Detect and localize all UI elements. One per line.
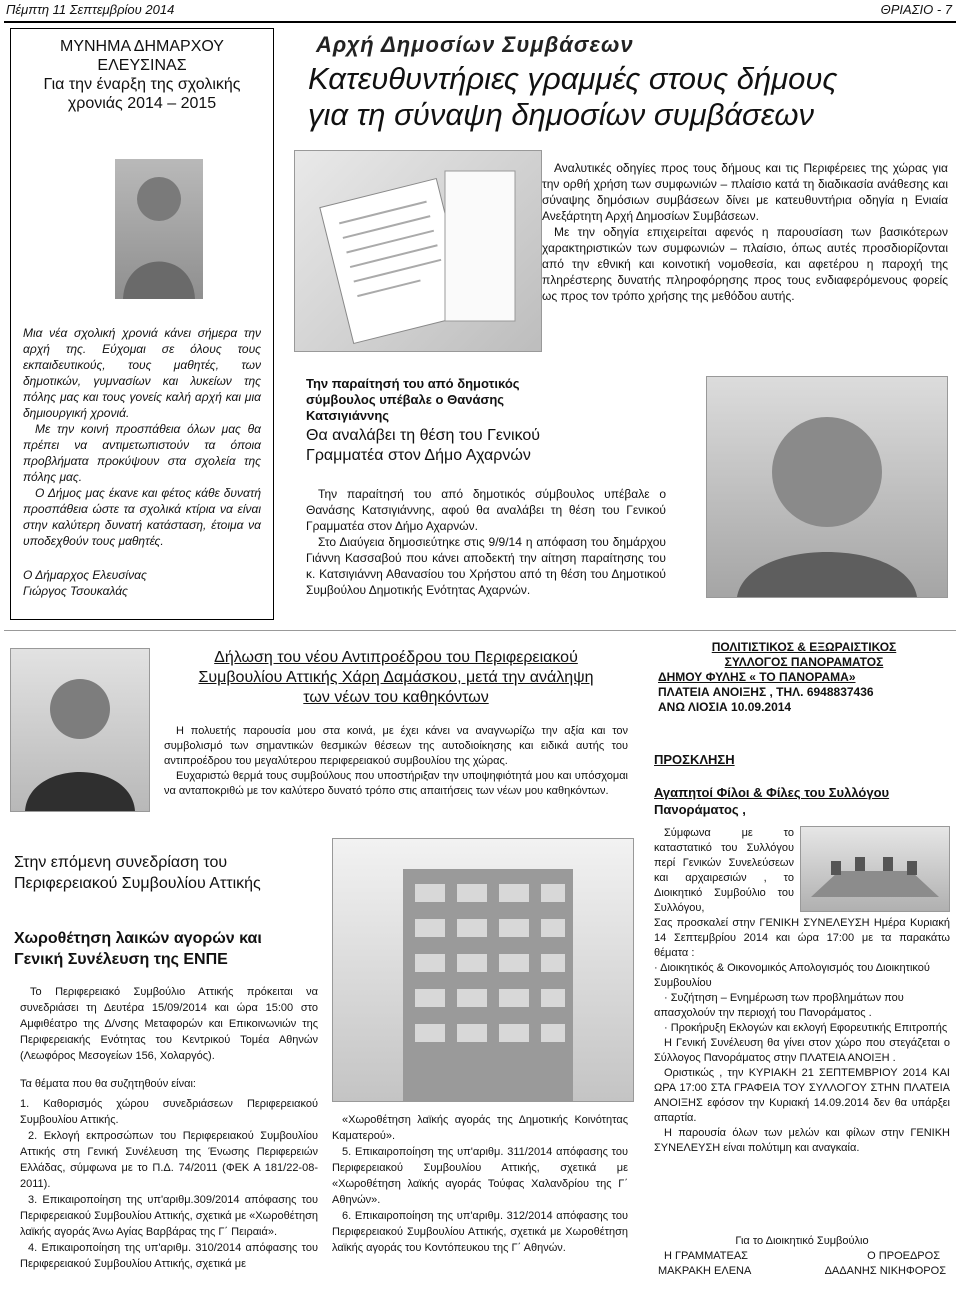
markets-intro-line2: Περιφερειακού Συμβουλίου Αττικής (14, 875, 261, 892)
invitation-p-main: Σας προσκαλεί στην ΓΕΝΙΚΗ ΣΥΝΕΛΕΥΣΗ Ημέρα Κυριακή 14 Σεπτεμβρίου 2014 και ώρα 17:00 με τα παρακάτω θέματα : (654, 917, 950, 959)
invitation-topic1: · Διοικητικός & Οικονομικός Απολογισμός του Διοικητικού Συμβουλίου (654, 962, 930, 989)
markets-item1: 1. Καθορισμός χώρου συνεδριάσεων Περιφερειακού Συμβουλίου Αττικής. (20, 1098, 318, 1126)
mayor-p2: Με την κοινή προσπάθεια όλων μας θα πρέπει να αντιμετωπιστούν τα όποια προβλήματα προκύψουν στα σχολεία της πόλης μας. (23, 422, 261, 484)
vice-chair-headline-line1: Δήλωση του νέου Αντιπροέδρου του Περιφερειακού (214, 649, 578, 666)
mayor-message-box (10, 28, 274, 620)
resignation-body (306, 486, 666, 598)
markets-headline-line1: Χωροθέτηση λαικών αγορών και (14, 930, 262, 947)
mayor-sign2: Γιώργος Τσουκαλάς (23, 584, 128, 598)
invitation-greeting-line2: Πανοράματος , (654, 802, 746, 817)
mayor-title-line1: ΜΥΝΗΜΑ ΔΗΜΑΡΧΟΥ (60, 38, 224, 55)
resignation-headline-line1: Θα αναλάβει τη θέση του Γενικού (306, 427, 541, 444)
invitation-p5: Οριστικώς , την ΚΥΡΙΑΚΗ 21 ΣΕΠΤΕΜΒΡΙΟΥ 2014 ΚΑΙ ΩΡΑ 17:00 ΣΤΑ ΓΡΑΦΕΙΑ ΤΟΥ ΣΥΛΛΟΓΟΥ ΣΤΗΝ ΠΛΑΤΕΙΑ ΑΝΟΙΞΗΣ εφόσον την Κυριακή 14.09.2014 δεν θα υπάρξει απαρτία. (654, 1067, 950, 1124)
resignation-kicker-line2: σύμβουλος υπέβαλε ο Θανάσης (306, 392, 505, 407)
secretary-title: Η ΓΡΑΜΜΑΤΕΑΣ (664, 1250, 748, 1262)
invitation-topic3: · Προκήρυξη Εκλογών και εκλογή Εφορευτικής Επιτροπής (664, 1022, 948, 1034)
portrait-icon (115, 159, 203, 299)
markets-item2: 2. Εκλογή εκπροσώπων του Περιφερειακού Συμβουλίου Αττικής στη Γενική Συνέλευση της Ένωσης Περιφερειών Ελλάδας, σύμφωνα με το Π.Δ. 74/2011 (ΦΕΚ Α 181/22-08-2011). (20, 1130, 318, 1190)
invitation-topic2: · Συζήτηση – Ενημέρωση των προβλημάτων που απασχολούν την περιοχή του Πανοράματος . (654, 992, 904, 1019)
contracts-headline-line1: Κατευθυντήριες γραμμές στους δήμους (308, 61, 838, 96)
invitation-signatures (654, 1234, 950, 1279)
resignation-kicker-line3: Κατσιγιάννης (306, 408, 390, 423)
resignation-kicker-line1: Την παραίτησή του από δημοτικός (306, 376, 520, 391)
invitation-body (654, 826, 950, 1156)
markets-topics (20, 1076, 318, 1272)
association-name-line1: ΠΟΛΙΤΙΣΤΙΚΟΣ & ΕΞΩΡΑΙΣΤΙΚΟΣ (711, 640, 897, 654)
association-place-date: ΑΝΩ ΛΙΟΣΙΑ 10.09.2014 (658, 700, 792, 714)
mayor-title (11, 37, 273, 113)
markets-headline (14, 928, 344, 970)
association-address: ΠΛΑΤΕΙΑ ΑΝΟΙΞΗΣ , ΤΗΛ. 6948837436 (658, 685, 874, 699)
association-name-line2: ΣΥΛΛΟΓΟΣ ΠΑΝΟΡΑΜΑΤΟΣ (724, 655, 884, 669)
mayor-title-line2: ΕΛΕΥΣΙΝΑΣ (97, 57, 187, 74)
resignation-headline-line2: Γραμματέα στον Δήμο Αχαρνών (306, 447, 531, 464)
markets-item6: 6. Επικαιροποίηση της υπ'αριθμ. 312/2014 απόφασης του Περιφερειακού Συμβουλίου Αττικής, σχετικά με Χωροθέτηση λαϊκής αγοράς του Κοντόπευκου της Γ΄ Αθηνών. (332, 1210, 628, 1254)
header-rule (4, 21, 956, 23)
resignation-p2: Στο Διαύγεια δημοσιεύτηκε στις 9/9/14 η απόφαση του δημάρχου Γιάννη Κασσαβού που κάνει αποδεκτή την αίτηση παραίτησης του κ. Κατσιγιάννη Αθανασίου του Χρήστου από τη θέση του Δημοτικού Συμβούλου Δημοτικής Ενότητας Αχαρνών. (306, 535, 666, 597)
markets-topics-title: Τα θέματα που θα συζητηθούν είναι: (20, 1078, 196, 1090)
mayor-body (23, 325, 261, 599)
portrait-icon (11, 649, 149, 811)
conference-room-photo (800, 826, 950, 912)
vice-chair-headline-line2: Συμβουλίου Αττικής Χάρη Δαμάσκου, μετά την ανάληψη (198, 669, 594, 686)
invitation-p6: Η παρουσία όλων των μελών και φίλων στην ΓΕΝΙΚΗ ΣΥΝΕΛΕΥΣΗ είναι πολύτιμη και αναγκαία. (654, 1127, 950, 1154)
mayor-p3: Ο Δήμος μας έκανε και φέτος κάθε δυνατή προσπάθεια ώστε τα σχολικά κτίρια να είναι στην καλύτερη δυνατή κατάσταση, έτοιμα να υποδεχθούν τους μαθητές. (23, 486, 261, 548)
markets-item4-cont: «Χωροθέτηση λαϊκής αγοράς της Δημοτικής Κοινότητας Καματερού». (332, 1114, 628, 1142)
mayor-title-line4: χρονιάς 2014 – 2015 (67, 95, 217, 112)
contracts-body (542, 160, 948, 304)
president-name: ΔΑΔΑΝΗΣ ΝΙΚΗΦΟΡΟΣ (824, 1265, 946, 1277)
resignation-p1: Την παραίτησή του από δημοτικός σύμβουλος υπέβαλε ο Θανάσης Κατσιγιάννης, αφού θα αναλάβει τη θέση του Γενικού Γραμματέα στον Δήμο Αχαρνών. (306, 487, 666, 533)
markets-intro-line1: Στην επόμενη συνεδρίαση του (14, 854, 228, 871)
invitation-heading: ΠΡΟΣΚΛΗΣΗ (654, 752, 735, 767)
contracts-p2: Με την οδηγία επιχειρείται αφενός η παρουσίαση των βασικότερων χαρακτηριστικών των συμφωνιών – πλαίσιο, όπως αυτές προσδιορίζονται από την εθνική και κοινοτική νομοθεσία, και αφετέρου η παροχή της πληρέστερης δυνατής πληροφόρησης προς τους ενδιαφερόμενους φορείς ως προς τον τρόπο χρήσης της μεθόδου αυτής. (542, 225, 948, 303)
markets-intro-body: Το Περιφερειακό Συμβούλιο Αττικής πρόκειται να συνεδριάσει τη Δευτέρα 15/09/2014 και ώρα 15:00 στο Αμφιθέατρο της Δ/νσης Μεταφορών και Επικοινωνιών της Περιφερειακής Ενότητας του Κεντρικού Τομέα Αθηνών (Λεωφόρος Μεσογείων 156, Χολαργός). (20, 986, 318, 1062)
invitation-greeting (654, 784, 950, 818)
secretary-name: ΜΑΚΡΑΚΗ ΕΛΕΝΑ (658, 1265, 752, 1277)
building-icon (333, 839, 633, 1101)
vice-chair-p2: Ευχαριστώ θερμά τους συμβούλους που υποστήριξαν την υποψηφιότητά μου και υπόσχομαι να ανταποκριθώ με τον καλύτερο δυνατό τρόπο στις απαιτήσεις των νέων μου καθηκόντων. (164, 770, 628, 797)
document-icon (295, 151, 541, 351)
invitation-p4: Η Γενική Συνέλευση θα γίνει στον χώρο που στεγάζεται ο Σύλλογος Πανοράματος στην ΠΛΑΤΕΙΑ ΑΝΟΙΞΗ . (654, 1037, 950, 1064)
president-title: Ο ΠΡΟΕΔΡΟΣ (867, 1250, 940, 1262)
invitation-p-float: Σύμφωνα με το καταστατικό του Συλλόγου περί Γενικών Συνελεύσεων και αρχαιρεσιών , το Διοικητικό Συμβούλιο του Συλλόγου, (654, 827, 794, 914)
vice-chair-p1: Η πολυετής παρουσία μου στα κοινά, με έχει κάνει να αναγνωρίζω την αξία και τον συμβολισμό των σημαντικών θεσμικών θέσεων της αυτοδιοίκησης και ειδικά αυτής του αντιπροέδρου του μεγαλύτερου περιφερειακού συμβουλίου της χώρας. (164, 725, 628, 767)
invitation-greeting-line1: Αγαπητοί Φίλοι & Φίλες του Συλλόγου (654, 785, 890, 800)
vice-chair-headline (158, 648, 634, 708)
markets-topics-continued (332, 1112, 628, 1256)
signature-heading: Για το Διοικητικό Συμβούλιο (735, 1235, 869, 1247)
section-divider (4, 630, 956, 631)
markets-headline-line2: Γενική Συνέλευση της ΕΝΠΕ (14, 951, 228, 968)
mayor-title-line3: Για την έναρξη της σχολικής (43, 76, 241, 93)
contracts-headline-line2: για τη σύναψη δημοσίων συμβάσεων (308, 97, 814, 132)
markets-item3: 3. Επικαιροποίηση της υπ'αριθμ.309/2014 απόφασης του Περιφερειακού Συμβουλίου Αττικής, σχετικά με «Χωροθέτηση λαϊκής αγοράς Άνω Αγίας Βαρβάρας της Γ΄ Πειραιά». (20, 1194, 318, 1238)
mayor-p1: Μια νέα σχολική χρονιά κάνει σήμερα την αρχή της. Εύχομαι σε όλους τους εκπαιδευτικούς, τους μαθητές, των δημοτικών, γυμνασίων και λυκείων της πόλης μας και τους γονείς καλή αρχή και μια δημιουργική χρονιά. (23, 326, 261, 420)
markets-intro (14, 852, 344, 894)
markets-item4: 4. Επικαιροποίηση της υπ'αριθμ. 310/2014 απόφασης του Περιφερειακού Συμβουλίου Αττικής, σχετικά με (20, 1242, 318, 1270)
association-name-line3: ΔΗΜΟΥ ΦΥΛΗΣ « ΤΟ ΠΑΝΟΡΑΜΑ» (658, 670, 856, 684)
katsigiannis-photo (706, 376, 948, 598)
mayor-sign1: Ο Δήμαρχος Ελευσίνας (23, 568, 147, 582)
vice-chair-body (164, 724, 628, 799)
signature-titles (654, 1249, 950, 1264)
mayor-photo (115, 159, 203, 299)
vice-chair-headline-line3: των νέων του καθηκόντων (303, 689, 489, 706)
markets-item5: 5. Επικαιροποίηση της υπ'αριθμ. 311/2014 απόφασης του Περιφερειακού Συμβουλίου Αττικής, σχετικά με «Χωροθέτηση λαϊκής αγοράς Τούφας Χαλανδρίου της Γ΄ Αθηνών». (332, 1146, 628, 1206)
damaskos-photo (10, 648, 150, 812)
building-photo (332, 838, 634, 1102)
association-header (658, 640, 950, 715)
conference-table-icon (801, 827, 949, 911)
contracts-kicker: Αρχή Δημοσίων Συμβάσεων (316, 32, 634, 57)
resignation-headline (306, 426, 626, 466)
resignation-kicker (306, 376, 606, 424)
signature-names (654, 1264, 950, 1279)
contracts-p1: Αναλυτικές οδηγίες προς τους δήμους και τις Περιφέρειες της χώρας για την ορθή χρήση των συμφωνιών – πλαίσιο κατά τη διαδικασία ανάθεσης και σύναψης δημόσιων συμβάσεων δίνει με κατευθυντήρια οδηγία η Ενιαία Ανεξάρτητη Αρχή Δημοσίων Συμβάσεων. (542, 161, 948, 223)
page-number: ΘΡΙΑΣΙΟ - 7 (880, 2, 952, 17)
document-reading-photo (294, 150, 542, 352)
portrait-icon (707, 377, 947, 597)
issue-date: Πέμπτη 11 Σεπτεμβρίου 2014 (6, 2, 175, 17)
